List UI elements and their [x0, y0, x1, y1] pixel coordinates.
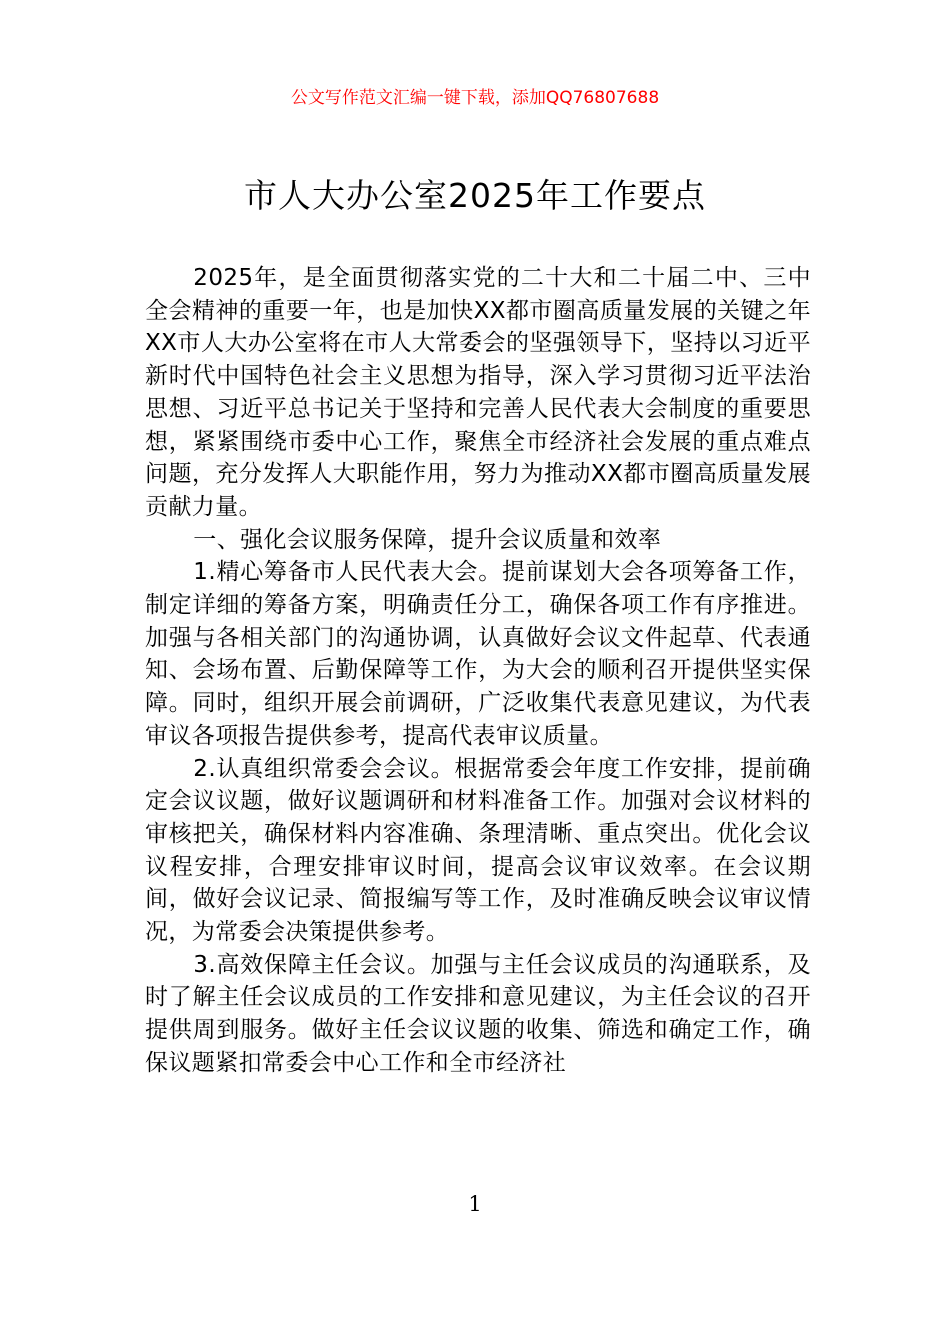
item-paragraph-1: 1.精心筹备市人民代表大会。提前谋划大会各项筹备工作，制定详细的筹备方案，明确责任分工，确保各项工作有序推进。加强与各相关部门的沟通协调，认真做好会议文件起草、代表通知、会场布置、后勤保障等工作，为大会的顺利召开提供坚实保障。同时，组织开展会前调研，广泛收集代表意见建议，为代表审议各项报告提供参考，提高代表审议质量。 [145, 559, 811, 749]
intro-paragraph: 2025年，是全面贯彻落实党的二十大和二十届二中、三中全会精神的重要一年，也是加快XX都市圈高质量发展的关键之年XX市人大办公室将在市人大常委会的坚强领导下，坚持以习近平新时代中国特色社会主义思想为指导，深入学习贯彻习近平法治思想、习近平总书记关于坚持和完善人民代表大会制度的重要思想，紧紧围绕市委中心工作，聚焦全市经济社会发展的重点难点问题，充分发挥人大职能作用，努力为推动XX都市圈高质量发展贡献力量。 [145, 265, 811, 520]
item-paragraph-2: 2.认真组织常委会会议。根据常委会年度工作安排，提前确定会议议题，做好议题调研和材料准备工作。加强对会议材料的审核把关，确保材料内容准确、条理清晰、重点突出。优化会议议程安排，合理安排审议时间，提高会议审议效率。在会议期间，做好会议记录、简报编写等工作，及时准确反映会议审议情况，为常委会决策提供参考。 [145, 755, 811, 946]
page-number: 1 [468, 1192, 482, 1216]
document-body [145, 262, 811, 1080]
document-title: 市人大办公室2025年工作要点 [244, 176, 706, 215]
section-heading: 一、强化会议服务保障，提升会议质量和效率 [193, 526, 662, 553]
item-paragraph-3: 3.高效保障主任会议。加强与主任会议成员的沟通联系，及时了解主任会议成员的工作安排和意见建议，为主任会议的召开提供周到服务。做好主任会议议题的收集、筛选和确定工作，确保议题紧扣常委会中心工作和全市经济社 [145, 951, 811, 1076]
download-banner: 公文写作范文汇编一键下载，添加QQ76807688 [290, 88, 660, 108]
